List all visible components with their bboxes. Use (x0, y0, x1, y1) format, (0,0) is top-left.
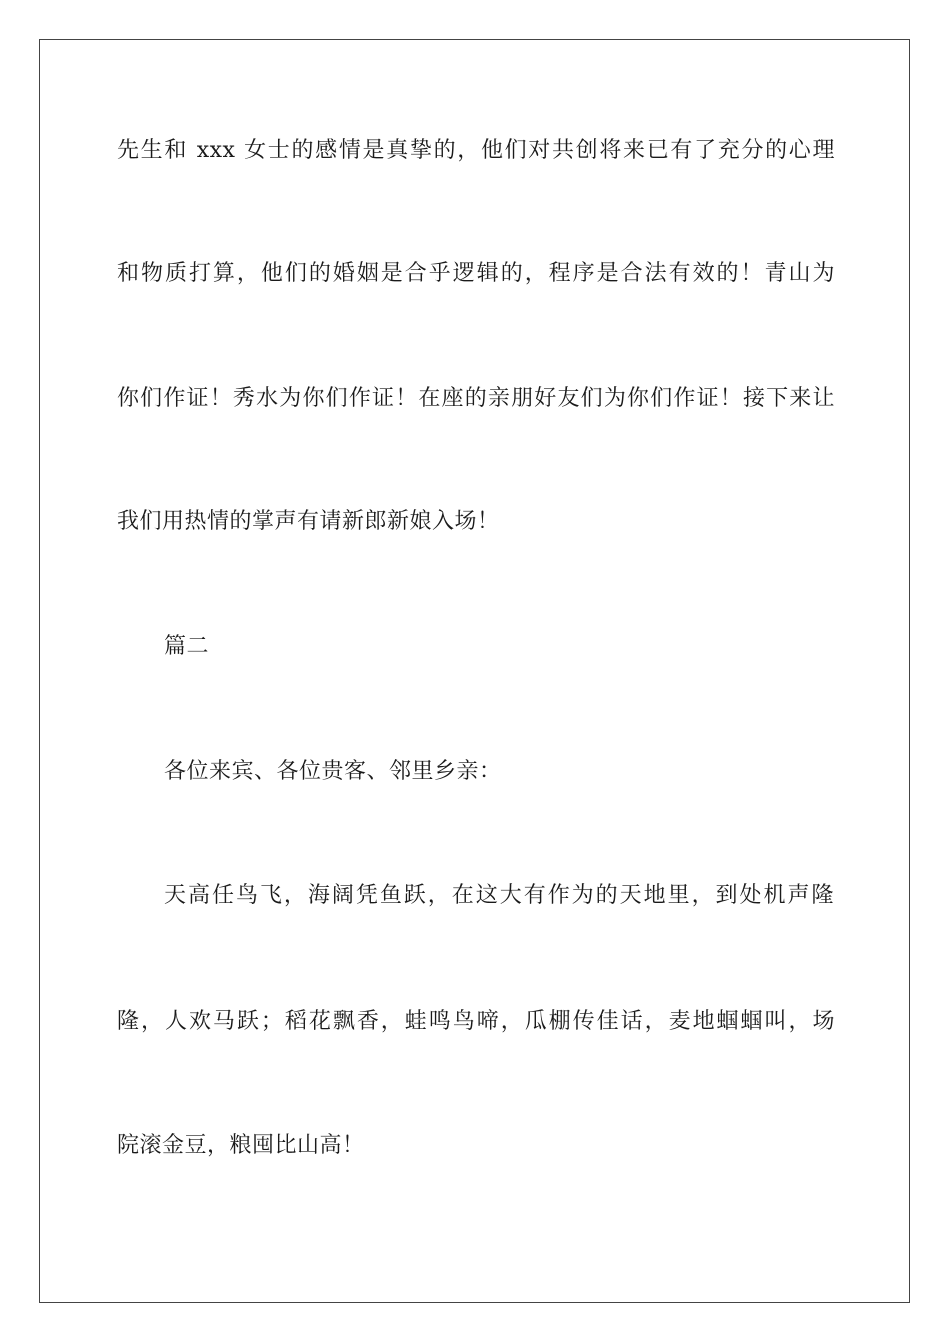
paragraph-line: 和物质打算，他们的婚姻是合乎逻辑的，程序是合法有效的！青山为 (117, 261, 835, 286)
paragraph-line: 院滚金豆，粮囤比山高！ (117, 1133, 365, 1158)
paragraph-line: 我们用热情的掌声有请新郎新娘入场！ (117, 509, 500, 534)
paragraph-line: 天高任鸟飞，海阔凭鱼跃，在这大有作为的天地里，到处机声隆 (164, 883, 834, 908)
page-border (39, 39, 910, 1303)
greeting-line: 各位来宾、各位贵客、邻里乡亲： (164, 759, 502, 784)
paragraph-line: 你们作证！秀水为你们作证！在座的亲朋好友们为你们作证！接下来让 (117, 386, 835, 411)
paragraph-line: 先生和 xxx 女士的感情是真挚的，他们对共创将来已有了充分的心理 (117, 138, 835, 163)
paragraph-line: 隆，人欢马跃；稻花飘香，蛙鸣鸟啼，瓜棚传佳话，麦地蝈蝈叫，场 (117, 1009, 835, 1034)
section-heading: 篇二 (164, 634, 210, 659)
